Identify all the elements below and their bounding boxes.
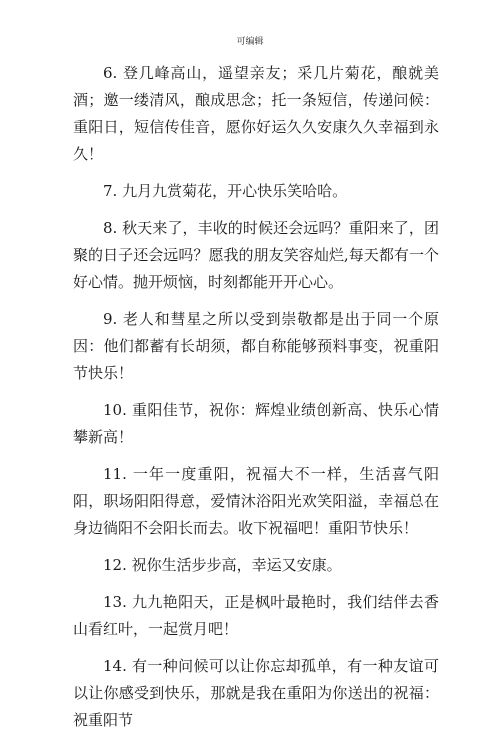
paragraph-item-9 — [73, 306, 439, 387]
item-text: 秋天来了，丰收的时候还会远吗？重阳来了，团聚的日子还会远吗？愿我的朋友笑容灿烂,每天都有一个好心情。抛开烦恼，时刻都能开开心心。 — [73, 219, 439, 291]
paragraph-item-12 — [73, 552, 439, 579]
page-header: 可编辑 — [236, 37, 264, 47]
item-number: 6. — [103, 64, 118, 82]
item-text: 有一种问候可以让你忘却孤单，有一种友谊可以让你感受到快乐，那就是我在重阳为你送出的祝福：祝重阳节 — [73, 657, 439, 729]
item-text: 登几峰高山，遥望亲友；采几片菊花，酿就美酒；邀一缕清风，酿成思念；托一条短信，传递问候：重阳日，短信传佳音，愿你好运久久安康久久幸福到永久！ — [73, 64, 439, 163]
item-text: 一年一度重阳，祝福大不一样，生活喜气阳阳，职场阳阳得意，爱情沐浴阳光欢笑阳溢，幸福总在身边徜阳不会阳长而去。收下祝福吧！重阳节快乐！ — [73, 465, 439, 537]
item-text: 老人和彗星之所以受到崇敬都是出于同一个原因：他们都蓄有长胡须，都自称能够预料事变，祝重阳节快乐！ — [73, 310, 439, 382]
paragraph-item-10 — [73, 397, 439, 451]
item-number: 12. — [103, 556, 127, 574]
item-number: 13. — [103, 593, 127, 611]
paragraph-item-6 — [73, 60, 439, 168]
item-text: 九九艳阳天，正是枫叶最艳时，我们结伴去香山看红叶，一起赏月吧！ — [73, 593, 439, 638]
item-number: 14. — [103, 657, 127, 675]
document-body — [73, 60, 439, 744]
item-number: 9. — [103, 310, 118, 328]
item-text: 九月九赏菊花，开心快乐笑哈哈。 — [122, 182, 348, 200]
paragraph-item-7 — [73, 178, 439, 205]
item-number: 8. — [103, 219, 118, 237]
paragraph-item-11 — [73, 461, 439, 542]
item-number: 7. — [103, 182, 118, 200]
item-number: 10. — [103, 401, 127, 419]
paragraph-item-13 — [73, 589, 439, 643]
paragraph-item-8 — [73, 215, 439, 296]
item-text: 祝你生活步步高，幸运又安康。 — [131, 556, 342, 574]
paragraph-item-14 — [73, 653, 439, 734]
item-text: 重阳佳节，祝你：辉煌业绩创新高、快乐心情攀新高！ — [73, 401, 439, 446]
item-number: 11. — [103, 465, 127, 483]
